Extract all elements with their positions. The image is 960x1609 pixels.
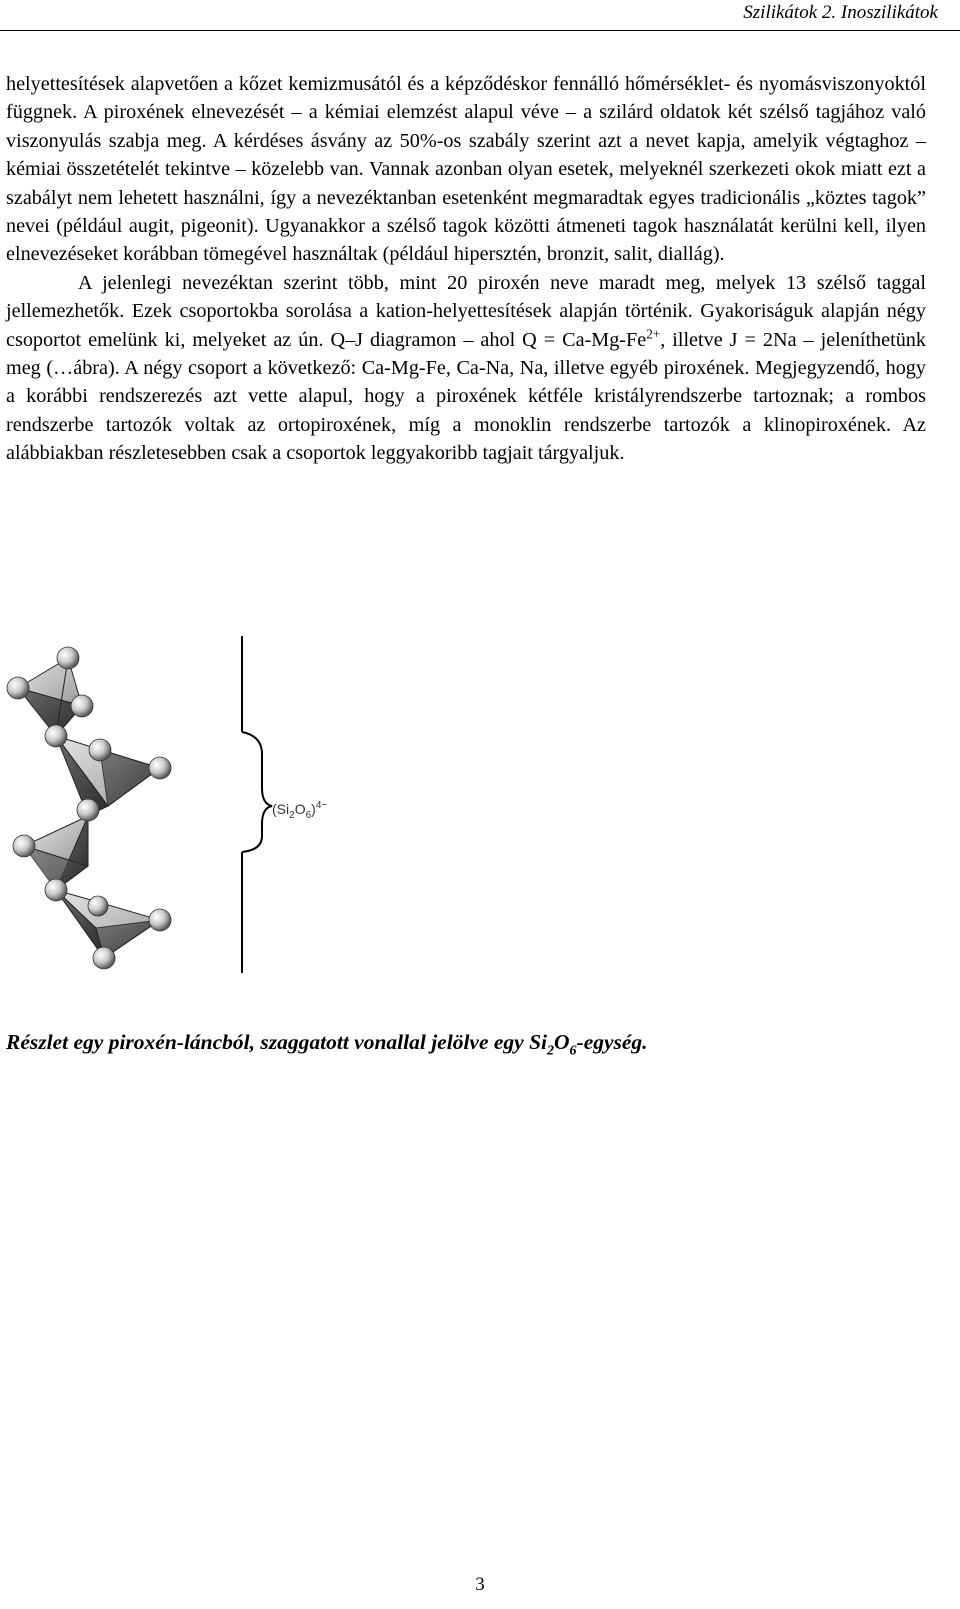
paragraph-2-part-1: A jelenlegi nevezéktan szerint több, mint 20 piroxén neve maradt meg, melyek 13 szélső taggal jellemezhetők. Ezek csoportokba sorolása a kation-helyettesítések alapján történik. Gyakoriságuk alapján négy csoportot emelünk ki, melyeket az ún. Q–J diagramon – ahol Q = Ca-Mg-Fe [6,271,926,351]
paragraph-1: helyettesítések alapvetően a kőzet kemizmusától és a képződéskor fennálló hőmérséklet- és nyomásviszonyoktól függnek. A piroxének elnevezését – a kémiai elemzést alapul véve – a szilárd oldatok két szélső tagjához való viszonyulás szabja meg. A kérdéses ásvány az 50%-os szabály szerint azt a nevet kapja, amelyik végtaghoz – kémiai összetételét tekintve – közelebb van. Vannak azonban olyan esetek, melyeknél szerkezeti okok miatt ezt a szabályt nem lehetett használni, így a nevezéktanban esetenként megmaradtak egyes tradicionális „köztes tagok” nevei (például augit, pigeonit). Ugyanakkor a szélső tagok közötti átmeneti tagok használatát kerülni kell, ilyen elnevezéseket korábban tömegével használtak (például hipersztén, bronzit, salit, diallág). [6,73,926,266]
caption-part-2: O [554,1030,570,1054]
header-rule [0,30,960,31]
paragraph-2 [6,269,926,468]
figure-caption [6,1030,926,1059]
paragraph-2-part-2: , illetve J = 2Na – jeleníthetünk meg (…ábra). A négy csoport a következő: Ca-Mg-Fe, Ca-Na, Na, illetve egyéb piroxének. Megjegyzendő, hogy a korábbi rendszerezés azt vette alapul, hogy a piroxének kétféle kristályrendszerbe tartoznak; a rombos rendszerbe tartozók voltak az ortopiroxének, míg a monoklin rendszerbe tartozók a klinopiroxének. Az alábbiakban részletesebben csak a csoportok leggyakoribb tagjait tárgyaljuk. [6,328,926,465]
caption-part-1: Részlet egy piroxén-láncból, szaggatott vonallal jelölve egy Si [6,1030,548,1054]
tetrahedron-3 [13,799,99,890]
body-text [6,70,926,468]
pyroxene-chain-drawing [0,628,400,988]
header-title: Szilikátok 2. Inoszilikátok [743,2,938,23]
caption-sub-2: 6 [569,1043,577,1059]
pyroxene-chain-figure [0,628,400,988]
caption-sub-1: 2 [547,1043,555,1059]
tetrahedron-4 [45,879,171,969]
unit-bracket [242,636,272,973]
page-number: 3 [475,1574,485,1595]
tetrahedron-1 [7,647,93,736]
charge-superscript: 2+ [646,325,661,341]
page-header [0,0,960,30]
si2o6-label: $(Si_2O_6)^{4-}$ [272,800,328,821]
tetrahedron-2 [45,725,171,816]
caption-part-3: -egység. [576,1030,648,1054]
